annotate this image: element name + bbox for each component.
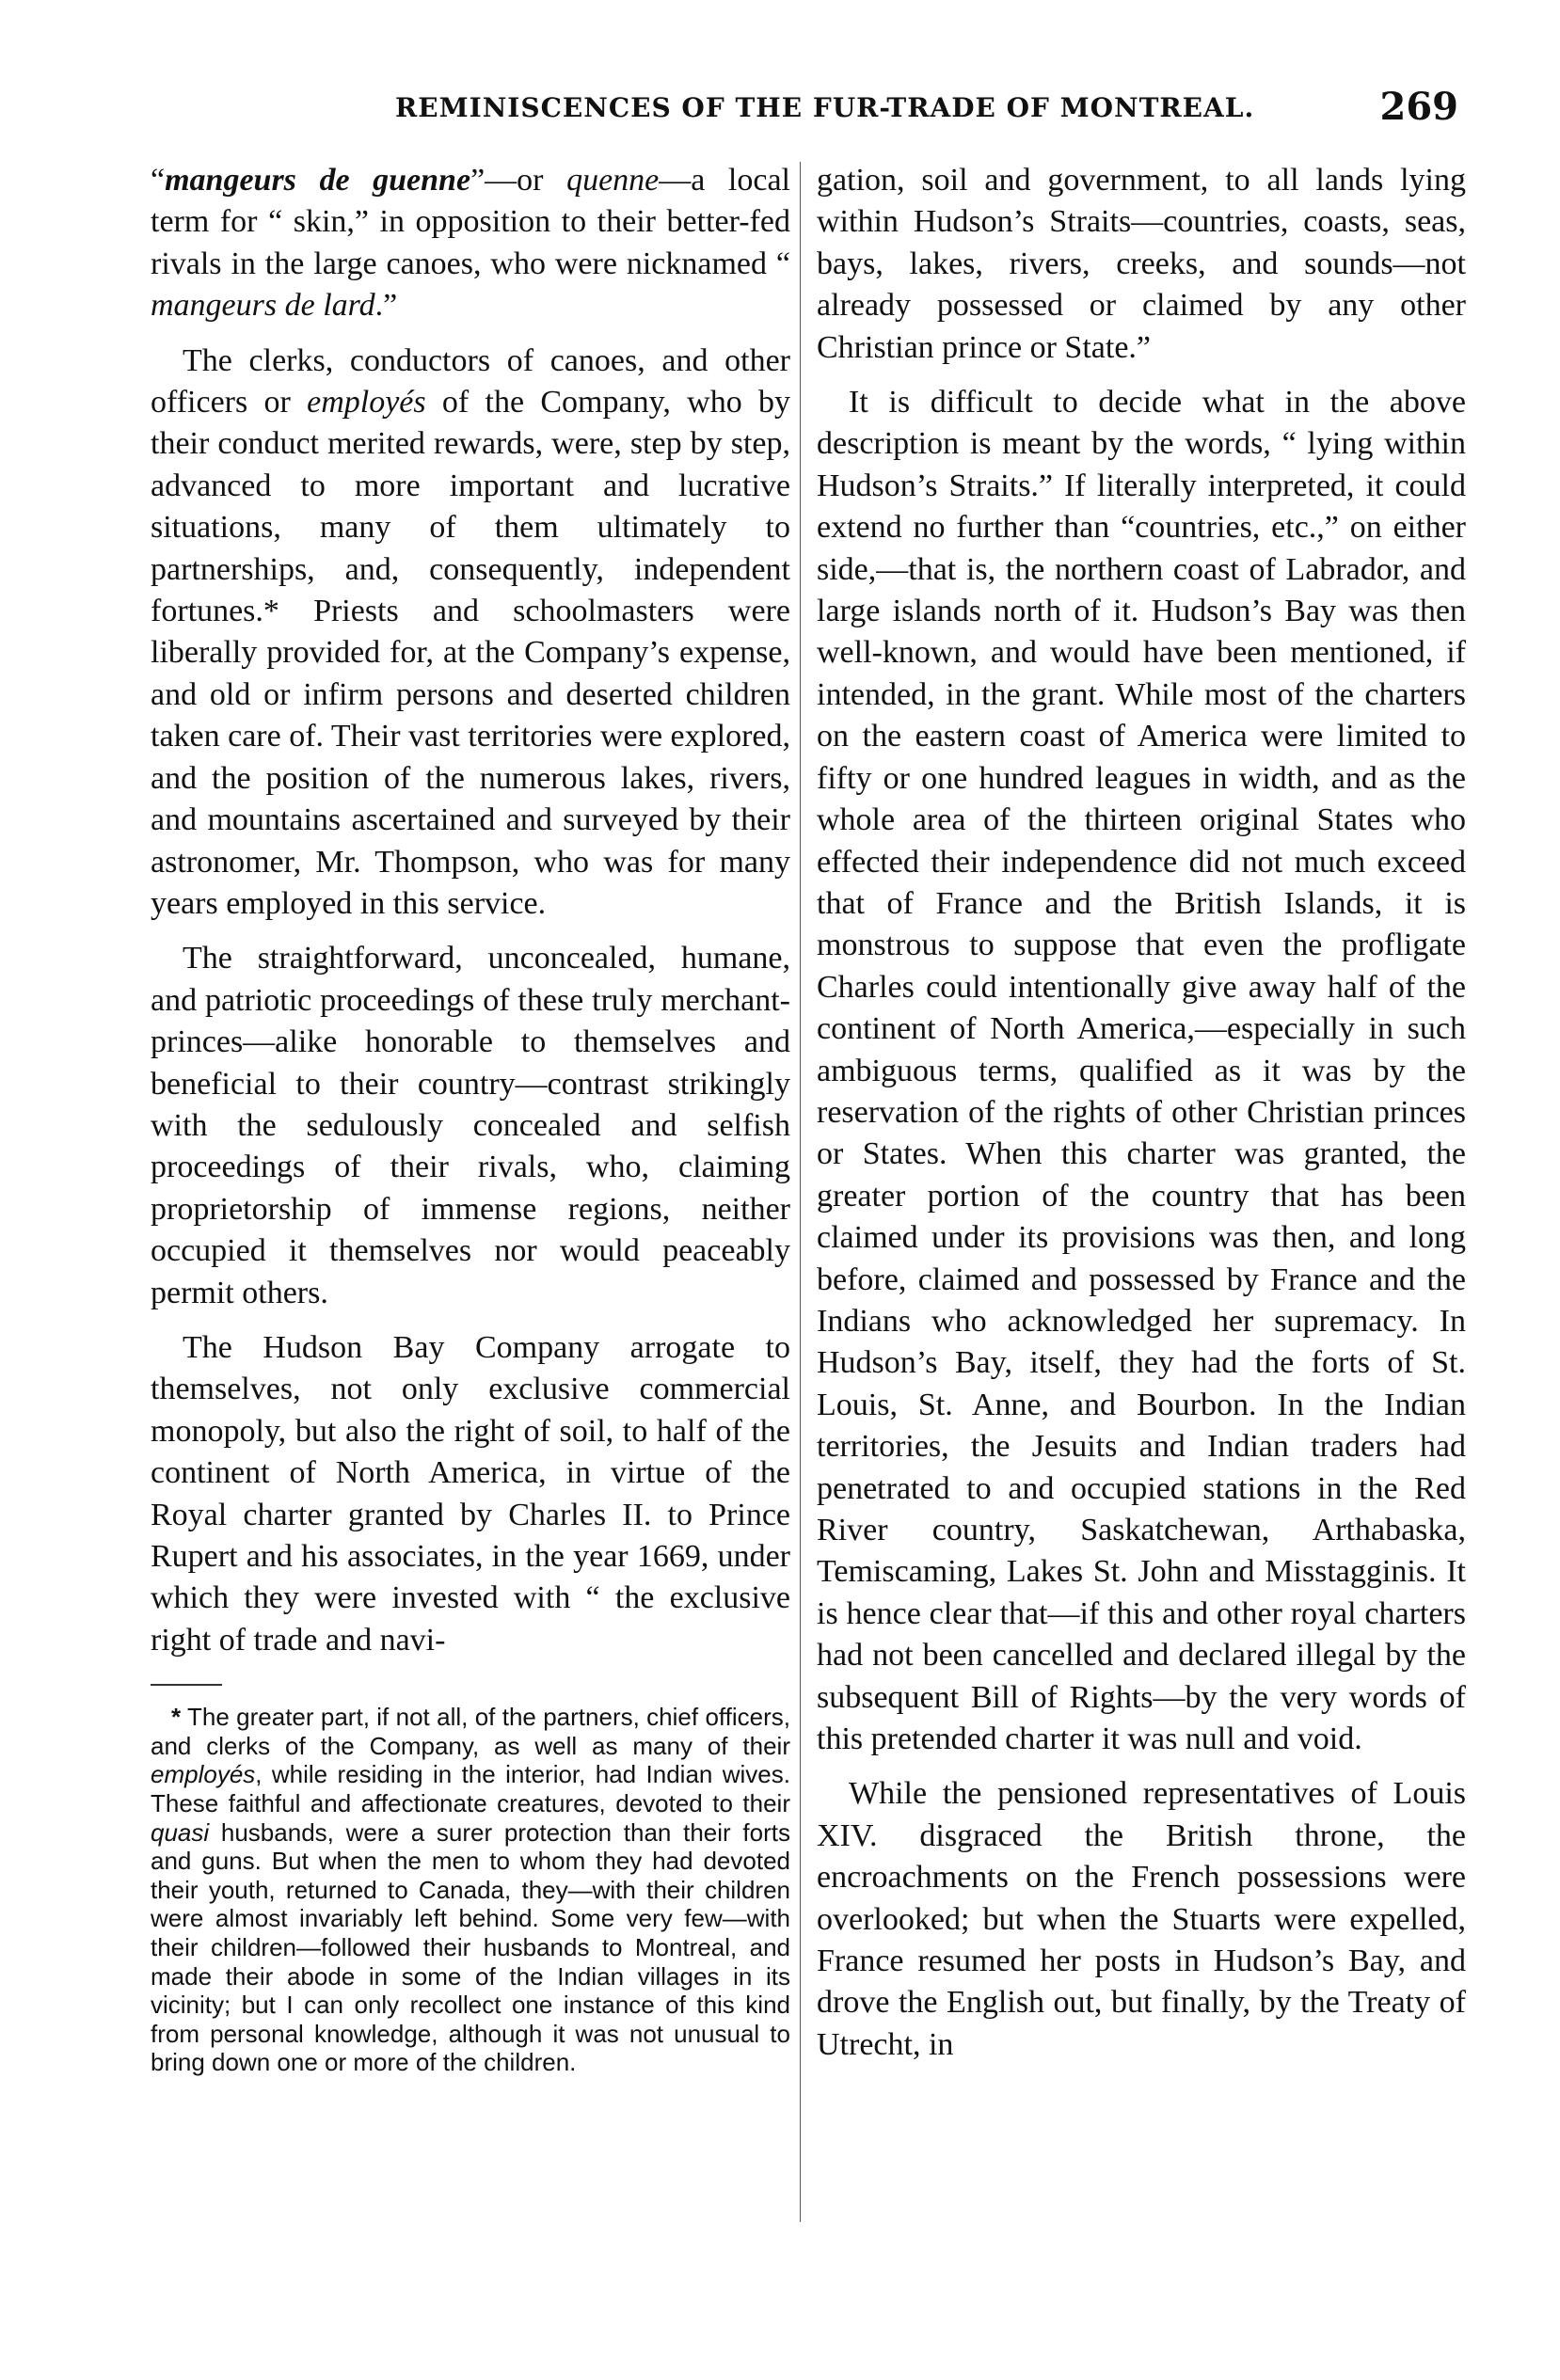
running-head: REMINISCENCES OF THE FUR-TRADE OF MONTREAL. [395, 92, 1255, 123]
right-column [817, 160, 1466, 2066]
left-column [151, 160, 790, 2077]
italic-phrase: quasi [151, 1817, 210, 1847]
italic-phrase: mangeurs de guenne [165, 163, 471, 198]
paragraph [151, 341, 790, 926]
paragraph: It is difficult to decide what in the above description is meant by the words, “ lying within Hudson’s Straits.” If literally interpreted, it could extend no further than “countries, etc.,” on either side,—that is, the northern coast of Labrador, and large islands north of it. Hudson’s Bay was then well-known, and would have been mentioned, if intended, in the grant. While most of the charters on the eastern coast of America were limited to fifty or one hundred leagues in width, and as the whole area of the thirteen original States who effected their independence did not much exceed that of France and the British Islands, it is monstrous to suppose that even the profligate Charles could intentionally give away half of the continent of North America,—especially in such ambiguous terms, qualified as it was by the reservation of the rights of other Christian princes or States. When this charter was granted, the greater portion of the country that has been claimed under its provisions was then, and long before, claimed and possessed by France and the Indians who acknowledged her supremacy. In Hudson’s Bay, itself, they had the forts of St. Louis, St. Anne, and Bourbon. In the Indian territories, the Jesuits and Indian traders had penetrated to and occupied stations in the Red River country, Saskatchewan, Arthabaska, Temiscaming, Lakes St. John and Misstagginis. It is hence clear that—if this and other royal charters had not been cancelled and declared illegal by the subsequent Bill of Rights—by the very words of this pretended charter it was null and void. [817, 385, 1466, 1757]
italic-phrase: mangeurs de lard [151, 288, 375, 324]
text-run: of the Company, who by their conduct merited rewards, were, step by step, advanced to more important and lucrative situations, many of them ultimately to partnerships, and, consequently, independent fortunes.* Priests and schoolmasters were liberally provided for, at the Company’s expense, and old or infirm persons and deserted children taken care of. Their vast territories were explored, and the position of the numerous lakes, rivers, and mountains ascertained and surveyed by their astronomer, Mr. Thompson, who was for many years employed in this service. [151, 385, 791, 921]
text-run: The greater part, if not all, of the partners, chief officers, and clerks of the Company, as well as many of their [151, 1703, 790, 1760]
text-run: , while residing in the interior, had Indian wives. These faithful and affectionate creatures, devoted to their [151, 1760, 790, 1817]
footnote [151, 1703, 790, 2077]
italic-phrase: quenne [566, 163, 660, 198]
paragraph: The straightforward, unconcealed, humane, and patriotic proceedings of these truly merchant-princes—alike honorable to themselves and beneficial to their country—contrast strikingly with the sedulously concealed and selfish proceedings of their rivals, who, claiming proprietorship of immense regions, neither occupied it themselves nor would peaceably permit others. [151, 941, 790, 1310]
text-run: —a local term for “ skin,” in opposition to their better-fed rivals in the large canoes, who were nicknamed “ [151, 163, 790, 281]
text-run: .” [374, 288, 398, 324]
open-quote: “ [151, 163, 166, 198]
footnote-rule [151, 1684, 222, 1686]
text-run: husbands, were a surer protection than their forts and guns. But when the men to whom they had devoted their youth, returned to Canada, they—with their children were almost invariably left behind. Some very few—with their children—followed their husbands to Montreal, and made their abode in some of the Indian villages in its vicinity; but I can only recollect one instance of this kind from personal knowledge, although it was not unusual to bring down one or more of the children. [151, 1817, 790, 2077]
paragraph: While the pensioned representatives of Louis XIV. disgraced the British throne, the encroachments on the French possessions were overlooked; but when the Stuarts were expelled, France resumed her posts in Hudson’s Bay, and drove the English out, but finally, by the Treaty of Utrecht, in [817, 1776, 1466, 2062]
footnote-mark: * [171, 1703, 182, 1732]
italic-phrase: employés [151, 1760, 256, 1789]
page-header [151, 85, 1458, 149]
page-number: 269 [1379, 85, 1458, 129]
text-run: ”—or [470, 163, 567, 198]
paragraph: The Hudson Bay Company arrogate to themselves, not only exclusive commercial monopoly, but also the right of soil, to half of the continent of North America, in virtue of the Royal charter granted by Charles II. to Prince Rupert and his associates, in the year 1669, under which they were invested with “ the exclusive right of trade and navi- [151, 1329, 790, 1658]
text-run: The clerks, conductors of canoes, and other officers or [151, 342, 790, 420]
column-divider [800, 162, 801, 2222]
paragraph [151, 160, 790, 327]
paragraph: gation, soil and government, to all lands lying within Hudson’s Straits—countries, coasts, seas, bays, lakes, rivers, creeks, and sounds—not already possessed or claimed by any other Christian prince or State.” [817, 163, 1466, 365]
italic-phrase: employés [307, 385, 426, 420]
